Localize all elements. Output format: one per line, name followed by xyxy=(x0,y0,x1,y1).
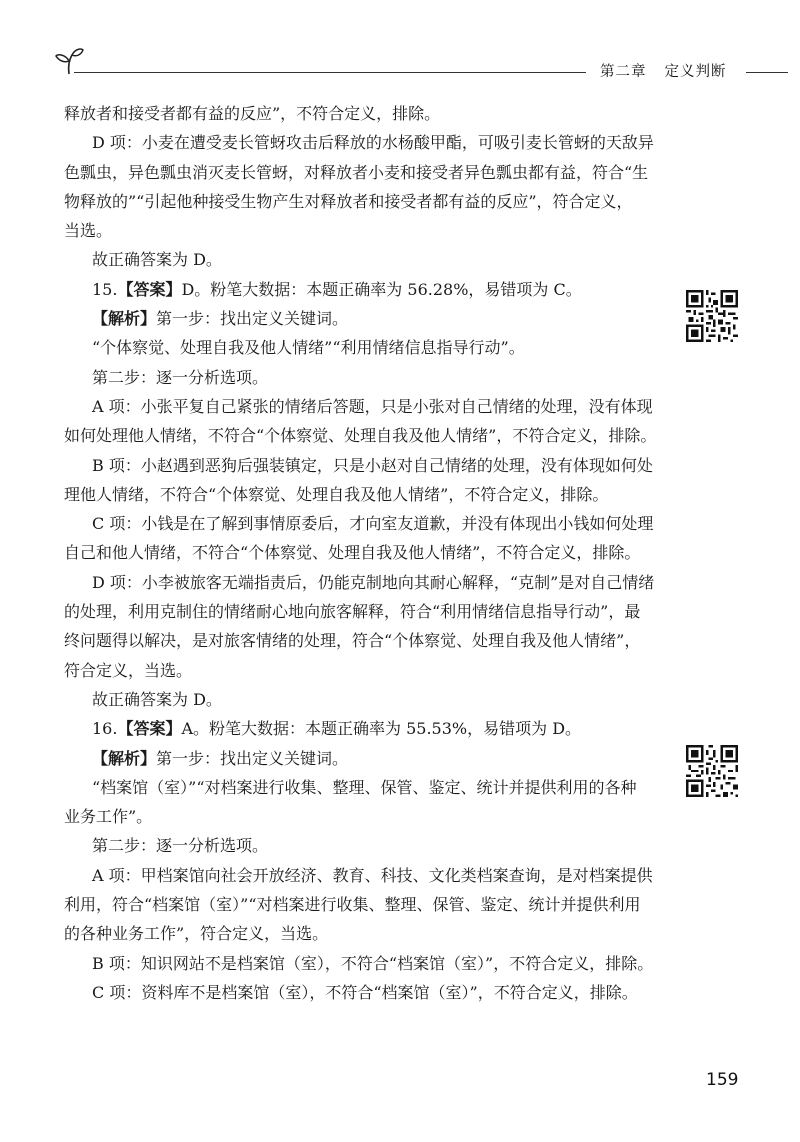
section-label: 【答案】 xyxy=(117,279,182,299)
text-line xyxy=(64,744,682,773)
header-rule-left xyxy=(74,72,586,73)
question-number: 15. xyxy=(92,279,118,299)
text-line xyxy=(64,978,682,1007)
text-line xyxy=(64,480,682,509)
text-line xyxy=(64,275,682,304)
chapter-number: 第二章 xyxy=(600,64,647,80)
line-text: 理他人情绪，不符合“个体察觉、处理自我及他人情绪”，不符合定义，排除。 xyxy=(64,484,609,504)
line-text: 如何处理他人情绪，不符合“个体察觉、处理自我及他人情绪”，不符合定义，排除。 xyxy=(64,426,657,446)
line-text: 第一步：找出定义关键词。 xyxy=(156,748,349,768)
line-text: 当选。 xyxy=(64,221,113,241)
line-text: 的处理，利用克制住的情绪耐心地向旅客解释，符合“利用情绪信息指导行动”，最 xyxy=(64,602,641,622)
line-text: 释放者和接受者都有益的反应”，不符合定义，排除。 xyxy=(64,104,441,123)
text-line xyxy=(64,597,682,626)
text-line xyxy=(64,363,682,392)
line-text: 色瓢虫，异色瓢虫消灭麦长管蚜，对释放者小麦和接受者异色瓢虫都有益，符合“生 xyxy=(64,162,649,182)
line-text: 终问题得以解决，是对旅客情绪的处理，符合“个体察觉、处理自我及他人情绪”， xyxy=(64,631,641,651)
answer-explanations xyxy=(64,99,682,1007)
text-line xyxy=(64,949,682,978)
text-line xyxy=(64,626,682,655)
line-text: 故正确答案为 D。 xyxy=(92,250,222,270)
line-text: 第二步：逐一分析选项。 xyxy=(92,367,269,387)
line-text: 第一步：找出定义关键词。 xyxy=(156,309,349,329)
text-line xyxy=(64,304,682,333)
qr-code-graphic xyxy=(686,290,738,342)
line-text: 符合定义，当选。 xyxy=(64,660,193,680)
question-number: 16. xyxy=(92,719,118,739)
text-line xyxy=(64,451,682,480)
line-text: A 项：小张平复自己紧张的情绪后答题，只是小张对自己情绪的处理，没有体现 xyxy=(92,396,653,416)
line-text: B 项：小赵遇到恶狗后强装镇定，只是小赵对自己情绪的处理，没有体现如何处 xyxy=(92,455,653,475)
line-text: D 项：小李被旅客无端指责后，仍能克制地向其耐心解释，“克制”是对自己情绪 xyxy=(92,572,655,592)
text-line xyxy=(64,861,682,890)
qr-code-icon[interactable] xyxy=(686,745,738,797)
line-text: B 项：知识网站不是档案馆（室），不符合“档案馆（室）”，不符合定义，排除。 xyxy=(92,953,654,973)
chapter-heading xyxy=(600,60,727,81)
line-text: C 项：资料库不是档案馆（室），不符合“档案馆（室）”，不符合定义，排除。 xyxy=(92,982,638,1002)
chapter-title: 定义判断 xyxy=(664,64,727,80)
qr-code-icon[interactable] xyxy=(686,290,738,342)
section-label: 【答案】 xyxy=(117,719,182,739)
section-label: 【解析】 xyxy=(92,309,157,329)
line-text: 业务工作”。 xyxy=(64,807,153,827)
line-text: D。粉笔大数据：本题正确率为 56.28%，易错项为 C。 xyxy=(181,279,582,299)
text-line xyxy=(64,392,682,421)
section-label: 【解析】 xyxy=(92,748,157,768)
line-text: “个体察觉、处理自我及他人情绪”“利用情绪信息指导行动”。 xyxy=(92,338,525,358)
text-line xyxy=(64,158,682,187)
text-line xyxy=(64,685,682,714)
text-line xyxy=(64,245,682,274)
line-text: D 项：小麦在遭受麦长管蚜攻击后释放的水杨酸甲酯，可吸引麦长管蚜的天敌异 xyxy=(92,133,654,153)
line-text: “档案馆（室）”“对档案进行收集、整理、保管、鉴定、统计并提供利用的各种 xyxy=(92,777,637,797)
line-text: 物释放的”“引起他种接受生物产生对释放者和接受者都有益的反应”，符合定义， xyxy=(64,191,633,211)
text-line xyxy=(64,187,682,216)
text-line xyxy=(64,538,682,567)
line-text: 第二步：逐一分析选项。 xyxy=(92,836,269,856)
header-rule-right xyxy=(746,72,788,73)
text-line xyxy=(64,714,682,743)
text-line xyxy=(64,333,682,362)
qr-code-graphic xyxy=(686,745,738,797)
line-text: 的各种业务工作”，符合定义，当选。 xyxy=(64,924,329,944)
text-line xyxy=(64,568,682,597)
line-text: A 项：甲档案馆向社会开放经济、教育、科技、文化类档案查询，是对档案提供 xyxy=(92,865,653,885)
text-line xyxy=(64,831,682,860)
text-line xyxy=(64,216,682,245)
line-text: C 项：小钱是在了解到事情原委后，才向室友道歉，并没有体现出小钱如何处理 xyxy=(92,514,654,534)
text-line xyxy=(64,890,682,919)
page-number: 159 xyxy=(706,1070,739,1090)
line-text: 自己和他人情绪，不符合“个体察觉、处理自我及他人情绪”，不符合定义，排除。 xyxy=(64,543,641,563)
line-text: 利用，符合“档案馆（室）”“对档案进行收集、整理、保管、鉴定、统计并提供利用 xyxy=(64,895,641,915)
text-line xyxy=(64,773,682,802)
text-line xyxy=(64,509,682,538)
text-line xyxy=(64,128,682,157)
text-line xyxy=(64,919,682,948)
line-text: A。粉笔大数据：本题正确率为 55.53%，易错项为 D。 xyxy=(181,719,582,739)
text-line xyxy=(64,802,682,831)
text-line xyxy=(64,656,682,685)
line-text: 故正确答案为 D。 xyxy=(92,689,222,709)
text-line xyxy=(64,421,682,450)
text-line xyxy=(64,99,682,128)
page-header xyxy=(0,0,800,90)
